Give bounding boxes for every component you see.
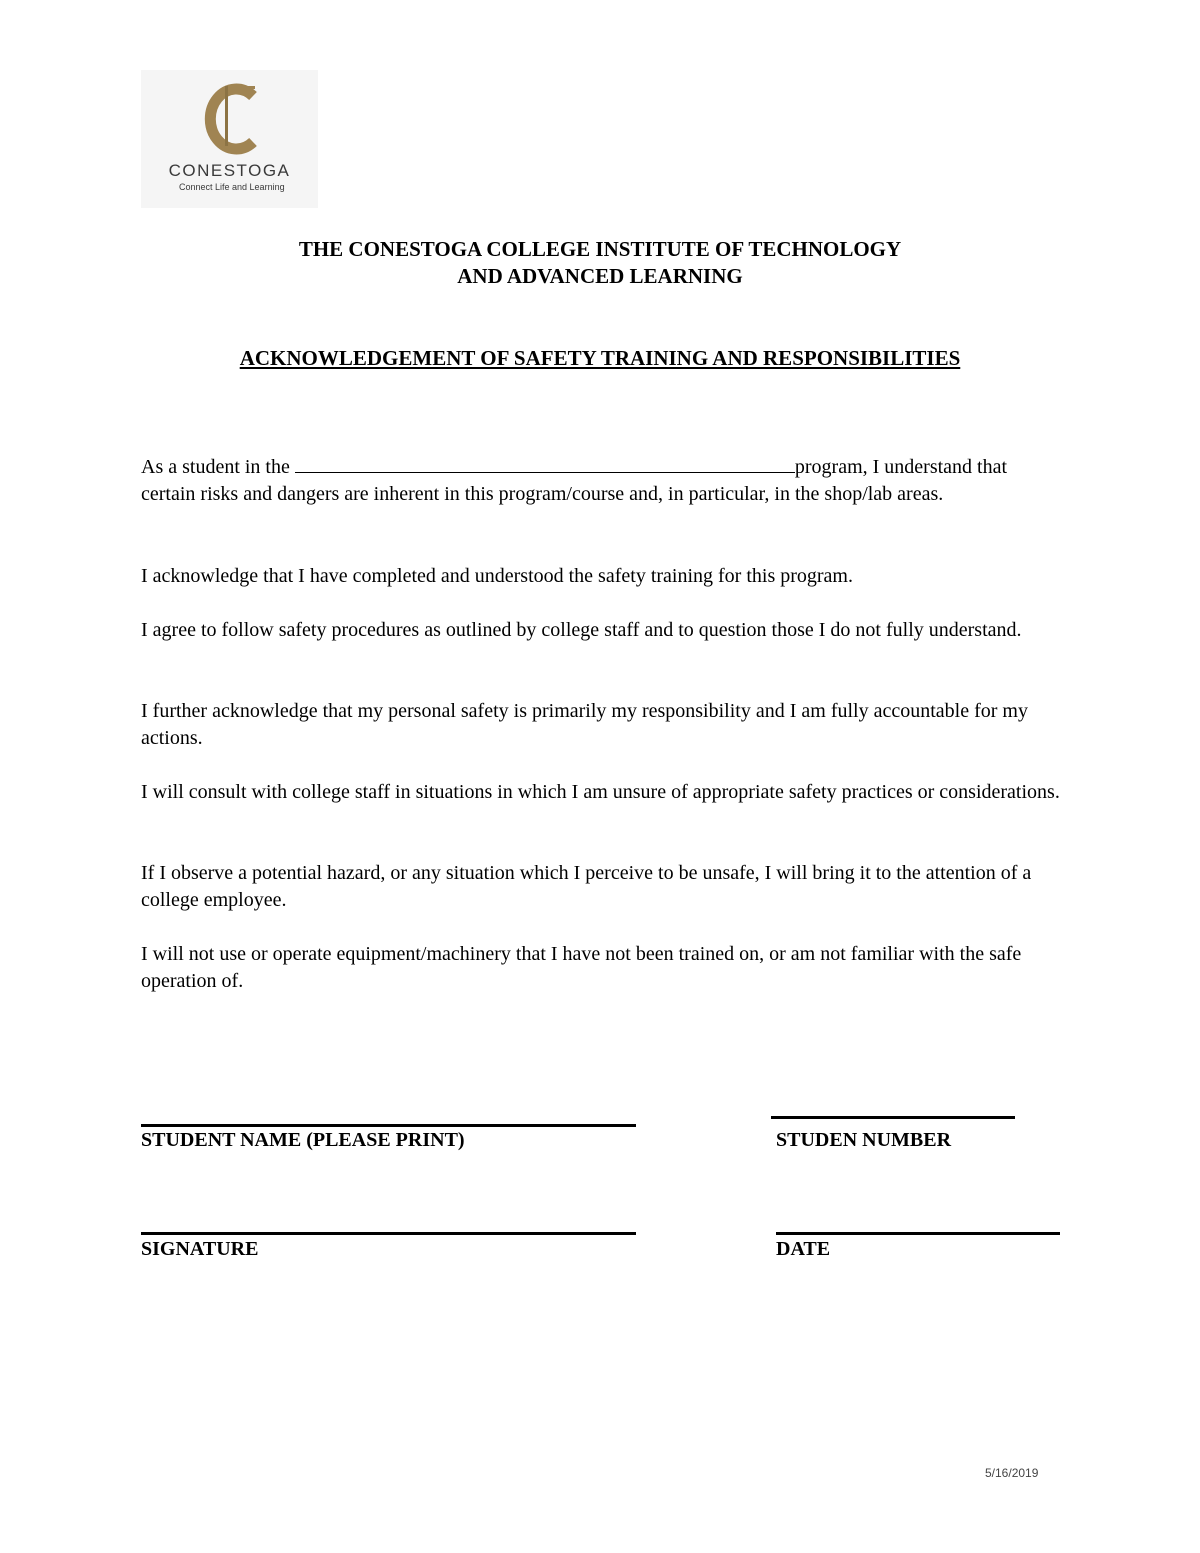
footer-revision-date: 5/16/2019 [985,1466,1039,1480]
logo-tagline: Connect Life and Learning [179,182,285,192]
student-number-label: STUDEN NUMBER [776,1129,952,1151]
paragraph-training: I acknowledge that I have completed and understood the safety training for this program. [141,565,853,587]
paragraph-responsibility: I further acknowledge that my personal safety is primarily my responsibility and I am fully accountable for my actions. [141,700,1028,749]
conestoga-logo [141,70,318,208]
paragraph-consult: I will consult with college staff in situations in which I am unsure of appropriate safety practices or considerations. [141,781,1060,803]
signature-line[interactable] [141,1232,636,1235]
paragraph-program [141,454,1066,508]
paragraph-procedures: I agree to follow safety procedures as outlined by college staff and to question those I do not fully understand. [141,619,1022,641]
document-title: ACKNOWLEDGEMENT OF SAFETY TRAINING AND RESPONSIBILITIES [239,346,961,370]
signature-label: SIGNATURE [141,1238,259,1260]
logo-wordmark: CONESTOGA [168,161,291,180]
program-name-blank[interactable] [295,454,795,473]
student-name-label: STUDENT NAME (PLEASE PRINT) [141,1129,465,1151]
student-number-line[interactable] [771,1116,1015,1119]
institution-name-line2: AND ADVANCED LEARNING [457,264,743,288]
paragraph-program-rest: program, I understand that certain risks and dangers are inherent in this program/course and, in particular, in the shop/lab areas. [141,456,1008,505]
paragraph-program-lead: As a student in the [141,456,295,478]
paragraph-equipment: I will not use or operate equipment/machinery that I have not been trained on, or am not familiar with the safe operation of. [141,943,1022,992]
date-line[interactable] [776,1232,1060,1235]
institution-name-line1: THE CONESTOGA COLLEGE INSTITUTE OF TECHNOLOGY [298,237,902,261]
paragraph-hazard: If I observe a potential hazard, or any situation which I perceive to be unsafe, I will bring it to the attention of a college employee. [141,862,1032,911]
student-name-line[interactable] [141,1124,636,1127]
date-label: DATE [776,1238,831,1260]
